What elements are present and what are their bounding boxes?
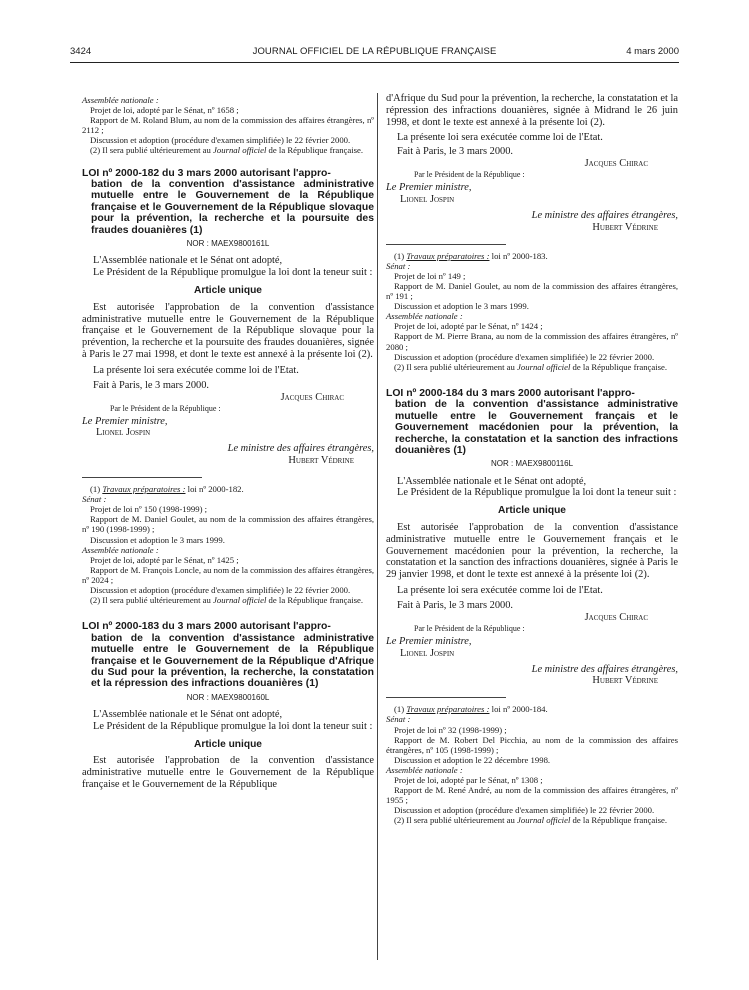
nor-code: NOR : MAEX9800116L	[490, 459, 574, 469]
body-paragraph: Fait à Paris, le 3 mars 2000.	[397, 600, 514, 612]
loi-184-title: LOI nº 2000-184 du 3 mars 2000 autorisant l'appro- bation de la convention d'assistance administrative mutuelle entre le Gouvernement français et le Gouvernement macédonien pour la prévention, la recherche, la constatation et la sanction des infractions douanières (1)	[386, 387, 678, 457]
nor-code: NOR : MAEX9800160L	[186, 692, 270, 702]
body-paragraph: Le Président de la République promulgue la loi dont la teneur suit :	[397, 487, 677, 499]
minister-title: Le ministre des affaires étrangères,	[531, 209, 678, 221]
prime-minister-name: Lionel Jospin	[96, 427, 151, 439]
minister-name: Hubert Védrine	[288, 455, 354, 467]
prime-minister-title: Le Premier ministre,	[386, 635, 472, 647]
note-line: Discussion et adoption (procédure d'examen simplifiée) le 22 février 2000.	[90, 135, 351, 146]
right-column	[386, 93, 678, 825]
body-paragraph: Le Président de la République promulgue la loi dont la teneur suit :	[93, 267, 373, 279]
prime-minister-title: Le Premier ministre,	[386, 182, 472, 194]
body-paragraph: Fait à Paris, le 3 mars 2000.	[397, 146, 514, 158]
signature-caption: Par le Président de la République :	[110, 403, 221, 413]
article-heading: Article unique	[194, 738, 262, 750]
body-paragraph: La présente loi sera exécutée comme loi de l'Etat.	[93, 364, 299, 376]
footnote-rule	[386, 244, 506, 245]
footnotes: (1) Travaux préparatoires : loi nº 2000-184. Sénat : Projet de loi nº 32 (1998-1999) ; Rapport de M. Robert Del Picchia, au nom de la commission des affaires étrangères, nº 105 (1998-1999) ; Discussion et adoption le 22 décembre 1998. Assemblée nationale : Projet de loi, adopté par le Sénat, nº 1308 ; Rapport de M. René André, au nom de la commission des affaires étrangères, nº 1955 ; Discussion et adoption (procédure d'examen simplifiée) le 22 février 2000. (2) Il sera publié ultérieurement au Journal officiel de la République française.	[386, 704, 678, 826]
body-paragraph: L'Assemblée nationale et le Sénat ont adopté,	[397, 475, 587, 487]
signature-name: Jacques Chirac	[584, 611, 648, 623]
note-line: Projet de loi, adopté par le Sénat, nº 1658 ;	[90, 105, 239, 116]
loi-183-title: LOI nº 2000-183 du 3 mars 2000 autorisant l'appro- bation de la convention d'assistance administrative mutuelle entre le Gouvernement de la République française et le Gouvernement de la République d'Afrique du Sud pour la prévention, la recherche, la constatation et la répression des infractions douanières (1)	[82, 621, 374, 690]
prime-minister-name: Lionel Jospin	[400, 647, 455, 659]
signature-caption: Par le Président de la République :	[414, 170, 525, 180]
left-column	[82, 95, 374, 791]
prime-minister-name: Lionel Jospin	[400, 194, 455, 206]
header-rule	[70, 62, 679, 63]
article-heading: Article unique	[498, 505, 566, 517]
body-paragraph: Fait à Paris, le 3 mars 2000.	[93, 379, 210, 391]
body-paragraph: L'Assemblée nationale et le Sénat ont adopté,	[93, 255, 283, 267]
note-line: (2) Il sera publié ultérieurement au Journal officiel de la République française.	[90, 145, 364, 156]
body-paragraph: Est autorisée l'approbation de la convention d'assistance administrative mutuelle entre le Gouvernement français et le Gouvernement macédonien pour la prévention, la recherche, la constatation et la sanction des infractions douanières, signée à Paris le 29 janvier 1998, et dont le texte est annexé à la présente loi (2).	[386, 521, 678, 581]
journal-title: JOURNAL OFFICIEL DE LA RÉPUBLIQUE FRANÇAISE	[252, 46, 497, 57]
prime-minister-title: Le Premier ministre,	[82, 415, 168, 427]
body-paragraph: Est autorisée l'approbation de la convention d'assistance administrative mutuelle entre le Gouvernement de la République française et le Gouvernement de la République	[82, 755, 374, 790]
body-paragraph: La présente loi sera exécutée comme loi de l'Etat.	[397, 131, 603, 143]
body-paragraph: La présente loi sera exécutée comme loi de l'Etat.	[397, 585, 603, 597]
body-paragraph: L'Assemblée nationale et le Sénat ont adopté,	[93, 708, 283, 720]
article-heading: Article unique	[194, 285, 262, 297]
footnotes: (1) Travaux préparatoires : loi nº 2000-183. Sénat : Projet de loi nº 149 ; Rapport de M. Daniel Goulet, au nom de la commission des affaires étrangères, nº 191 ; Discussion et adoption le 3 mars 1999. Assemblée nationale : Projet de loi, adopté par le Sénat, nº 1424 ; Rapport de M. Pierre Brana, au nom de la commission des affaires étrangères, nº 2080 ; Discussion et adoption (procédure d'examen simplifiée) le 22 février 2000. (2) Il sera publié ultérieurement au Journal officiel de la République française.	[386, 250, 678, 372]
footnotes: (1) Travaux préparatoires : loi nº 2000-182. Sénat : Projet de loi nº 150 (1998-1999) ; Rapport de M. Daniel Goulet, au nom de la commission des affaires étrangères, nº 190 (1998-1999) ; Discussion et adoption le 3 mars 1999. Assemblée nationale : Projet de loi, adopté par le Sénat, nº 1425 ; Rapport de M. François Loncle, au nom de la commission des affaires étrangères, nº 2024 ; Discussion et adoption (procédure d'examen simplifiée) le 22 février 2000. (2) Il sera publié ultérieurement au Journal officiel de la République française.	[82, 484, 374, 606]
minister-name: Hubert Védrine	[592, 675, 658, 687]
loi-182-title: LOI nº 2000-182 du 3 mars 2000 autorisant l'appro- bation de la convention d'assistance administrative mutuelle entre le Gouvernement de la République française et le Gouvernement de la République slovaque pour la prévention, la recherche et la poursuite des fraudes douanières (1)	[82, 167, 374, 236]
minister-title: Le ministre des affaires étrangères,	[531, 663, 678, 675]
body-paragraph: d'Afrique du Sud pour la prévention, la recherche, la constatation et la répression des infractions douanières, signée à Midrand le 26 juin 1998, et dont le texte est annexé à la présente loi (2).	[386, 93, 678, 128]
column-divider	[377, 93, 378, 960]
body-paragraph: Est autorisée l'approbation de la convention d'assistance administrative mutuelle entre le Gouvernement de la République française et le Gouvernement de la République slovaque pour la prévention, la recherche et la poursuite des fraudes douanières, signée à Paris le 27 mai 1998, et dont le texte est annexé à la présente loi (2).	[82, 301, 374, 361]
minister-title: Le ministre des affaires étrangères,	[227, 443, 374, 455]
assemblee-heading: Assemblée nationale :	[82, 95, 159, 105]
signature-name: Jacques Chirac	[584, 158, 648, 170]
body-paragraph: Le Président de la République promulgue la loi dont la teneur suit :	[93, 720, 373, 732]
signature-name: Jacques Chirac	[280, 391, 344, 403]
page-header	[70, 46, 679, 60]
note-line: Rapport de M. Roland Blum, au nom de la commission des affaires étrangères, nº 2112 ;	[82, 115, 374, 136]
page-number: 3424	[70, 46, 92, 57]
footnote-rule	[386, 697, 506, 698]
nor-code: NOR : MAEX9800161L	[186, 239, 270, 249]
minister-name: Hubert Védrine	[592, 221, 658, 233]
footnote-rule	[82, 477, 202, 478]
issue-date: 4 mars 2000	[626, 46, 679, 57]
signature-caption: Par le Président de la République :	[414, 623, 525, 633]
top-notes	[82, 95, 374, 156]
